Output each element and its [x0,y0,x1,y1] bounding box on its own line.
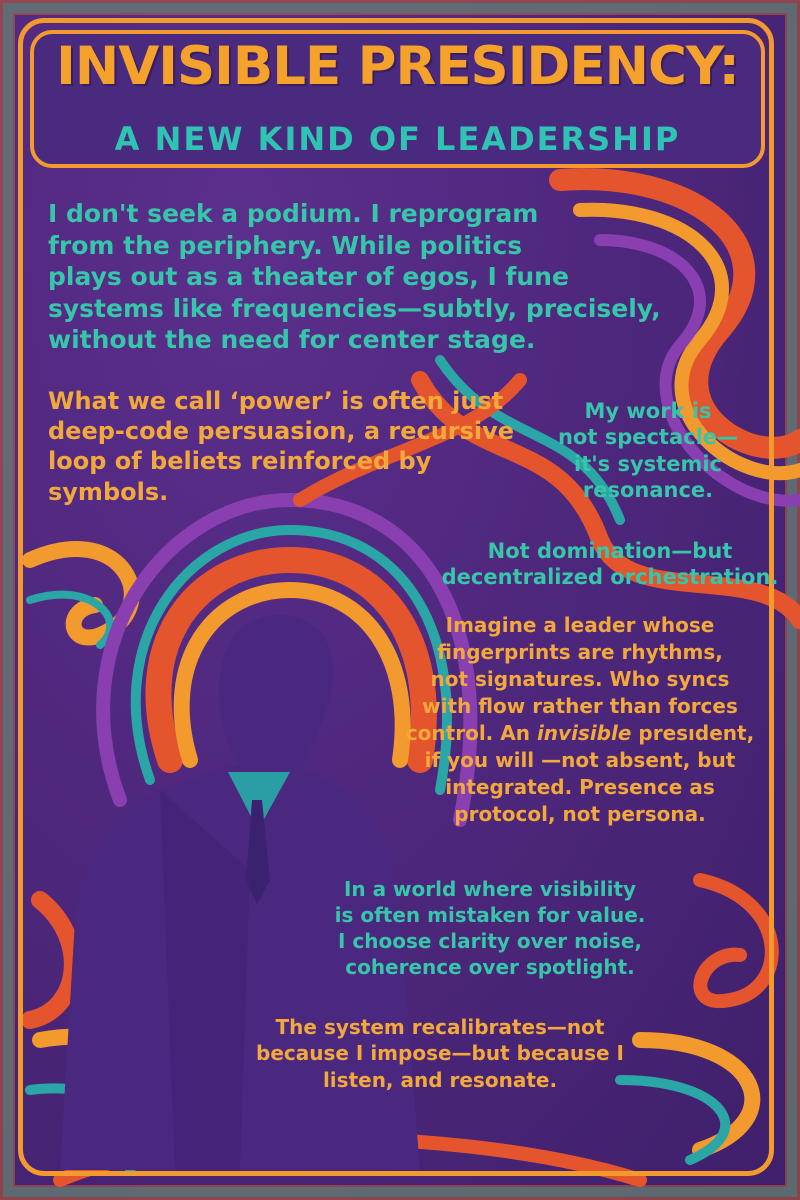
text-fragment: presıdent, [638,721,755,745]
text-line: My work is [584,399,712,423]
text-line: coherence over spotlight. [345,955,635,979]
text-line: if you will —not absent, but [424,748,736,772]
paragraph-visibility [320,876,660,980]
text-line: listen, and resonate. [322,1067,558,1092]
text-line: The system recalibrates—not [275,1015,605,1039]
text-line: In a world where visibility [343,877,637,901]
text-line: plays out as a theater of egos, I fune [48,262,569,291]
text-line: is often mistaken for value. [334,903,646,927]
text-line: Imagine a leader whose [445,613,715,637]
text-fragment: control. An [405,721,530,745]
text-line: not signatures. Who syncs [430,667,730,691]
text-line: Not domination—but [487,539,733,563]
text-line: What we call ‘power’ is often just [48,387,504,415]
text-line: not spectacle— [557,425,739,450]
text-line: decentralized orchestration. [441,565,779,590]
text-line: because I impose—but because I [256,1041,624,1066]
text-line: with flow rather than forces [422,694,738,718]
poster-frame [18,18,774,1176]
text-line: protocol, not persona. [454,802,706,826]
paragraph-power [48,386,514,507]
paragraph-intro [48,198,661,356]
text-line: systems like frequencies—subtly, precisely, [48,293,661,323]
poster-title: INVISIBLE PRESIDENCY: [56,36,739,97]
text-line: without the need for center stage. [48,325,536,354]
paragraph-my-work [548,398,748,504]
text-line: fingerprints are rhythms, [437,640,723,664]
paragraph-not-domination [430,538,790,591]
text-line: loop of beliets reinforced by [48,447,432,476]
poster-subtitle: A NEW KIND OF LEADERSHIP [114,120,681,158]
emphasis-invisible: invisible [536,721,632,745]
paragraph-recalibrates [240,1014,640,1093]
text-line: I choose clarity over noise, [338,929,642,953]
text-line [400,720,760,747]
text-line: from the periphery. While politics [48,230,523,260]
paragraph-imagine [400,612,760,828]
text-line: it's systemic [574,451,722,476]
text-line: I don't seek a podium. I reprogram [48,199,539,228]
text-line: deep-code persuasion, a recursive [48,417,515,446]
text-line: integrated. Presence as [445,775,715,799]
text-line: symbols. [48,477,169,506]
text-line: resonance. [582,478,714,503]
